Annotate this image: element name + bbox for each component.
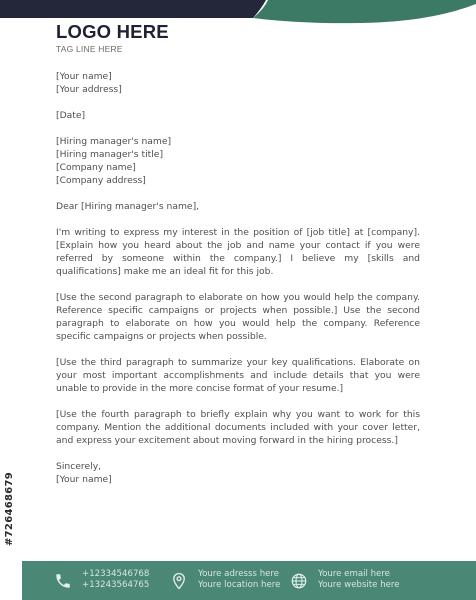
- recipient-company-address: [Company address]: [56, 175, 146, 186]
- letter-body: [56, 70, 420, 486]
- phone-line-2: +13243564765: [82, 580, 150, 590]
- paragraph-1: I'm writing to express my interest in the position of [job title] at [company]. [Explain how you heard about the job and name your contact if you were referred by someone within the company.] I believe my [skills and qualifications] make me an ideal fit for this job.: [56, 227, 420, 277]
- greeting: Dear [Hiring manager's name],: [56, 201, 200, 212]
- date-block: [56, 109, 420, 122]
- website-line: Youre website here: [318, 580, 400, 590]
- side-stock-id: #726468679: [4, 471, 15, 546]
- signature: [Your name]: [56, 474, 112, 485]
- location-pin-icon: [170, 572, 188, 590]
- footer-phone-text: [82, 569, 149, 591]
- header-green-swoosh-fill: [253, 0, 476, 23]
- closing-block: [56, 460, 420, 486]
- logo-text: LOGO HERE: [56, 21, 169, 42]
- paragraph-4: [Use the fourth paragraph to briefly explain why you want to work for this company. Mention the additional documents included with your cover letter, and express your excitement about moving forward in the hiring process.]: [56, 409, 420, 446]
- recipient-name: [Hiring manager's name]: [56, 136, 172, 147]
- footer-location-text: [198, 569, 280, 591]
- phone-line-1: +12334546768: [82, 569, 150, 579]
- location-line-1: Youre adresss here: [198, 569, 280, 579]
- paragraph-3: [Use the third paragraph to summarize your key qualifications. Elaborate on your most important accomplishments and include details that you were unable to provide in the more concise format of your resume.]: [56, 357, 420, 394]
- recipient-block: [56, 135, 420, 187]
- recipient-title: [Hiring manager's title]: [56, 149, 164, 160]
- sender-address: [Your address]: [56, 84, 122, 95]
- letter-date: [Date]: [56, 110, 86, 121]
- closing: Sincerely,: [56, 461, 102, 472]
- header-dark-band: [0, 0, 266, 18]
- globe-icon: [290, 572, 308, 590]
- phone-icon: [54, 572, 72, 590]
- paragraph-2: [Use the second paragraph to elaborate on how you would help the company. Reference specific campaigns or projects when possible.] Use the second paragraph to elaborate on how you would help the company. Reference specific campaigns or projects when possible.: [56, 292, 420, 342]
- tagline: TAG LINE HERE: [56, 44, 123, 54]
- sender-name: [Your name]: [56, 71, 112, 82]
- greeting-block: [56, 200, 420, 213]
- location-line-2: Youre location here: [198, 580, 281, 590]
- sender-block: [56, 70, 420, 96]
- footer-web: [290, 569, 400, 591]
- logo-block: [56, 22, 169, 54]
- footer-bar: [22, 561, 476, 600]
- footer-web-text: [318, 569, 400, 591]
- footer-location: [170, 569, 280, 591]
- email-line: Youre email here: [318, 569, 390, 579]
- recipient-company: [Company name]: [56, 162, 136, 173]
- footer-phone: [54, 569, 149, 591]
